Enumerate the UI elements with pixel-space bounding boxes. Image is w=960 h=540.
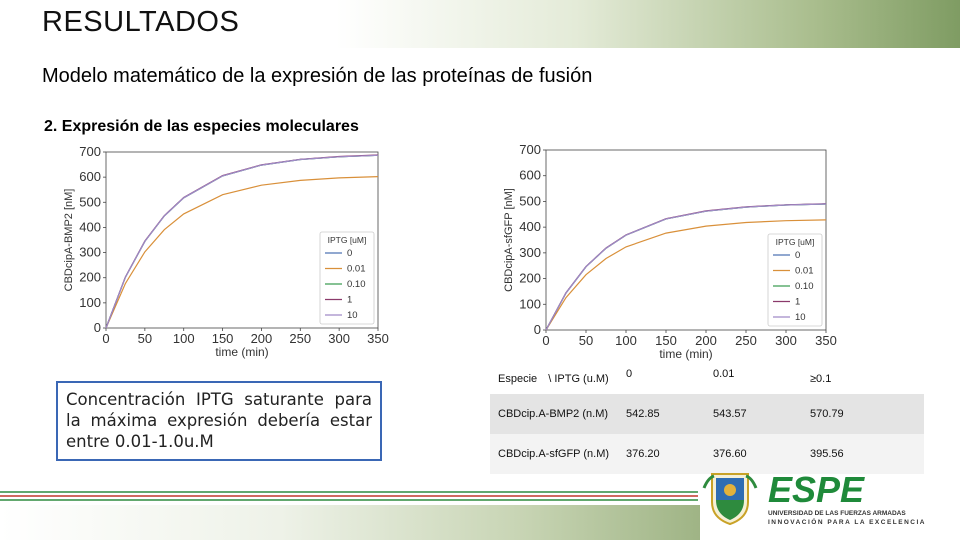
x-tick-label: 250 [735,333,757,348]
header-col-001: 0.01 [713,368,735,380]
logo-tagline-1: UNIVERSIDAD DE LAS FUERZAS ARMADAS [768,510,906,517]
x-tick-label: 100 [615,333,637,348]
x-tick-label: 0 [102,331,110,346]
y-tick-label: 200 [79,269,101,285]
y-tick-label: 500 [79,194,101,210]
y-tick-label: 300 [519,244,541,260]
legend-title: IPTG [uM] [327,235,367,245]
header-especie: Especie [498,373,538,385]
y-tick-label: 200 [519,270,541,286]
table-row [490,394,924,434]
logo-wordmark: ESPE [768,469,865,510]
table-cell: 543.57 [713,408,747,420]
y-tick-label: 600 [79,169,101,185]
legend-label: 0.10 [795,281,814,292]
section-heading: 2. Expresión de las especies moleculares [44,118,359,135]
legend-label: 0.01 [795,265,814,277]
table-cell: CBDcip.A-sfGFP (n.M) [498,448,610,460]
header-col-0: 0 [626,368,633,380]
legend-label: 1 [795,296,801,308]
callout-text: Concentración IPTG saturante para la máxima expresión debería estar entre 0.01-1.0u.M [66,390,372,451]
x-tick-label: 350 [815,333,837,348]
table-cell: 376.60 [713,448,747,460]
table-cell: 570.79 [810,408,844,420]
y-axis-label: CBDcipA-BMP2 [nM] [63,188,75,292]
y-tick-label: 700 [79,144,101,159]
table-header-cell [490,364,626,394]
y-tick-label: 600 [519,167,541,183]
x-tick-label: 50 [578,333,594,348]
legend-label: 0 [347,248,353,259]
page-title: RESULTADOS [42,6,240,38]
y-tick-label: 400 [519,219,541,235]
x-tick-label: 250 [289,331,312,346]
y-tick-label: 0 [533,322,541,337]
table-cell: 542.85 [626,408,660,420]
y-tick-label: 400 [79,219,101,235]
x-tick-label: 350 [367,331,389,346]
legend-label: 0.10 [347,279,366,290]
y-tick-label: 300 [79,244,101,260]
header-slash: \ [548,373,552,385]
x-tick-label: 300 [775,333,797,348]
chart-bmp2 [60,140,390,362]
legend-title: IPTG [uM] [775,237,815,247]
legend-label: 10 [795,312,806,323]
results-table [490,364,924,474]
legend-label: 1 [347,294,353,306]
y-tick-label: 700 [519,142,541,157]
table-cell: 376.20 [626,448,660,460]
x-tick-label: 200 [695,333,717,348]
legend-label: 10 [347,310,358,321]
header-col-01: ≥0.1 [810,373,832,385]
x-tick-label: 100 [172,331,195,346]
espe-logo [700,468,932,528]
shield-icon [704,474,756,524]
x-tick-label: 300 [328,331,350,346]
callout-box [56,381,382,461]
legend-label: 0 [795,250,801,261]
x-tick-label: 0 [542,333,550,348]
x-tick-label: 150 [655,333,677,348]
chart-sfgfp [498,140,838,364]
table-cell: CBDcip.A-BMP2 (n.M) [498,408,609,420]
x-tick-label: 50 [137,331,153,346]
slide-subtitle: Modelo matemático de la expresión de las proteínas de fusión [42,65,593,87]
table-cell: 395.56 [810,448,844,460]
y-tick-label: 100 [79,294,101,310]
legend-label: 0.01 [347,263,366,275]
x-axis-label: time (min) [659,347,713,361]
x-axis-label: time (min) [215,345,269,359]
table-header-row [490,364,924,394]
y-tick-label: 100 [519,296,541,312]
footer-band [0,505,700,540]
x-tick-label: 150 [211,331,234,346]
y-axis-label: CBDcipA-sfGFP [nM] [503,188,515,292]
decorative-ribbon [0,490,698,502]
logo-tagline-2: INNOVACIÓN PARA LA EXCELENCIA [768,519,926,526]
header-iptg: IPTG (u.M) [554,373,609,385]
y-tick-label: 0 [93,320,101,335]
y-tick-label: 500 [519,193,541,209]
x-tick-label: 200 [250,331,273,346]
